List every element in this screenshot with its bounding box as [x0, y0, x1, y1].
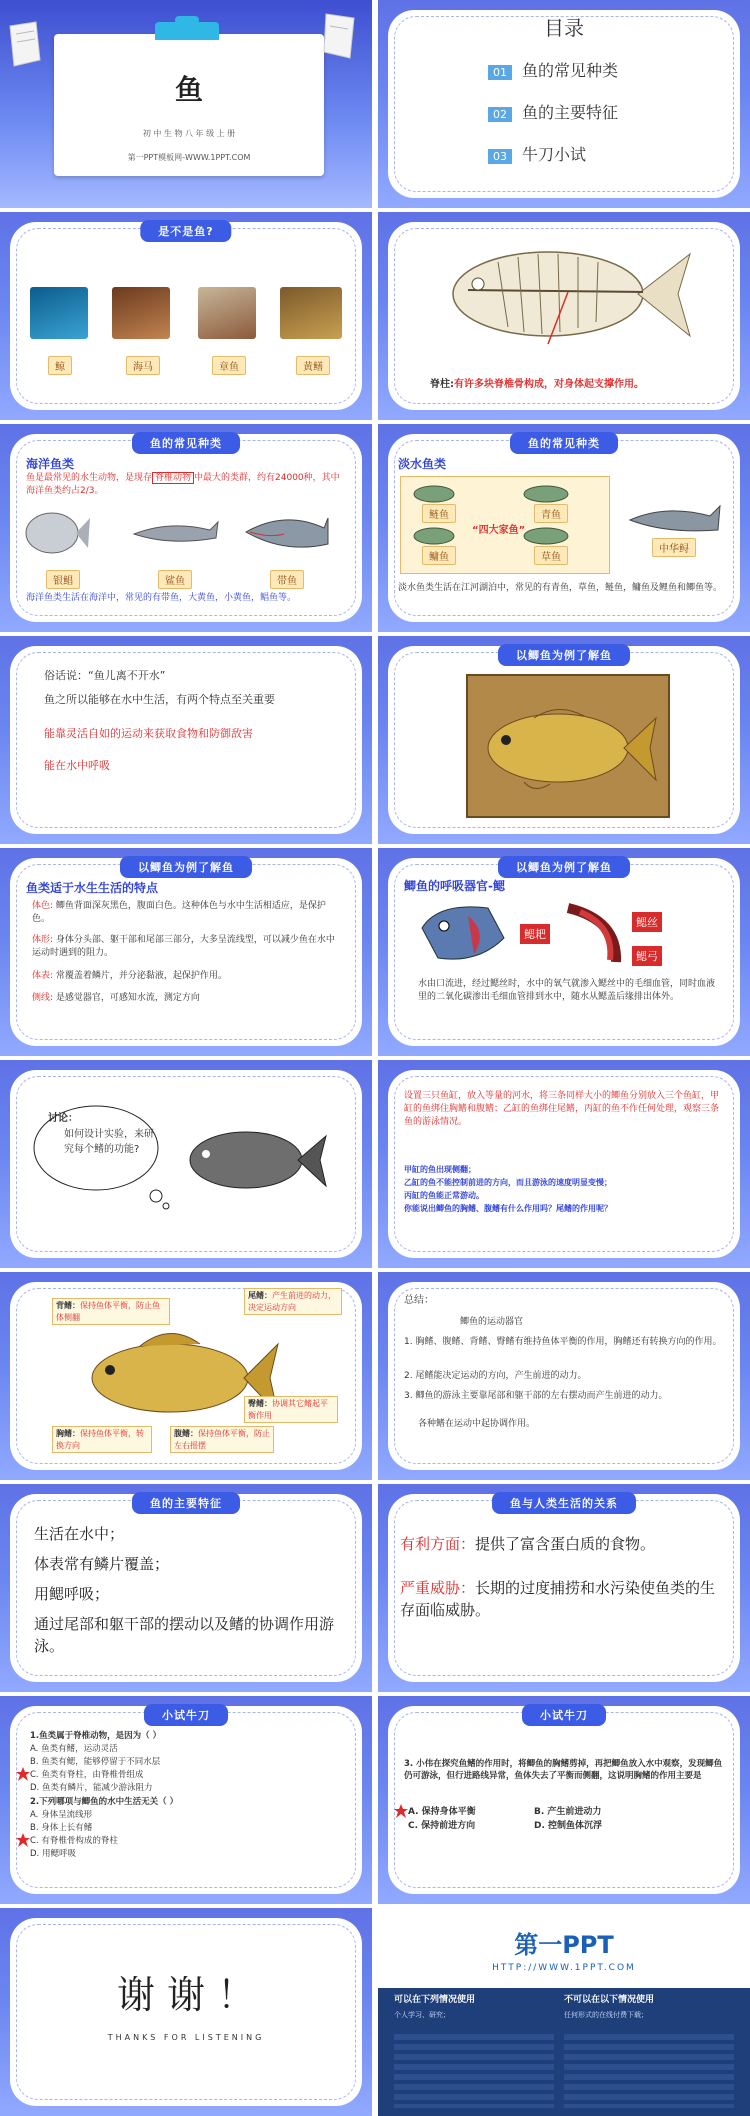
spine-desc: 有许多块脊椎骨构成，对身体起支撑作用。: [454, 379, 644, 390]
ad-right-note: 任何形式的在线付费下载；: [564, 2011, 648, 2019]
feature-item: 用鳃呼吸；: [34, 1585, 110, 1603]
slide-ad[interactable]: [378, 1908, 750, 2116]
toc-label: 鱼的主要特征: [522, 103, 619, 122]
ad-url[interactable]: HTTP://WWW.1PPT.COM: [492, 1963, 636, 1973]
eel-photo: [280, 287, 342, 339]
experiment-intro: 设置三只鱼缸，放入等量的河水，将三条同样大小的鲫鱼分别放入三个鱼缸，甲缸的鱼绑住胸鳍和腹鳍；乙缸的鱼绑住尾鳍，丙缸的鱼不作任何处理，观察三条鱼的游泳情况。: [404, 1091, 720, 1128]
marine-footer: 海洋鱼类生活在海洋中，常见的有带鱼，大黄鱼，小黄鱼，鲳鱼等。: [26, 593, 297, 603]
quiz-option[interactable]: A. 身体呈流线形: [30, 1810, 93, 1820]
cover-subtitle: 初 中 生 物 八 年 级 上 册: [142, 129, 236, 138]
ad-left-title: 可以在下列情况使用: [394, 1995, 476, 2005]
row-value: 身体分头部、躯干部和尾部三部分，大多呈流线型，可以减少鱼在水中运动时遇到的阻力。: [32, 935, 335, 959]
slide-pill: 鱼的主要特征: [132, 1492, 240, 1514]
slide-adapt[interactable]: [0, 848, 372, 1056]
toc-num: 01: [488, 65, 512, 80]
summary-title: 总结：: [404, 1295, 434, 1306]
fish-label: 鲢鱼: [422, 504, 456, 523]
quiz-option[interactable]: D. 控制鱼体沉浮: [534, 1821, 603, 1831]
feature-item: 体表常有鳞片覆盖；: [34, 1555, 170, 1573]
slide-summary[interactable]: [378, 1272, 750, 1480]
row-value: 是感觉器官，可感知水流，测定方向: [55, 993, 200, 1003]
shark-illustration: [130, 516, 220, 552]
saying-line: 鱼之所以能够在水中生活，有两个特点至关重要: [44, 693, 275, 706]
summary-item: 3. 鲫鱼的游泳主要靠尾部和躯干部的左右摆动而产生前进的动力。: [404, 1391, 668, 1401]
section-heading: 鱼类适于水生生活的特点: [26, 881, 159, 895]
slide-freshwater[interactable]: [378, 424, 750, 632]
adapt-row: [32, 934, 342, 960]
cover-source: 第一PPT模板网-WWW.1PPT.COM: [127, 153, 251, 162]
ad-logo: 第一PPT: [514, 1931, 614, 1959]
slide-card: [388, 1706, 740, 1894]
quiz-line: 2.下列哪项与鲫鱼的水中生活无关（ ）: [30, 1797, 179, 1807]
fish-label: 银鲳: [46, 570, 80, 589]
fin-role: 保持鱼体平衡，防止左右摇摆: [174, 1429, 270, 1450]
fish-label: 黄鳝: [296, 356, 330, 375]
slide-pill: 鱼的常见种类: [132, 432, 240, 454]
fish-label: 鳙鱼: [422, 546, 456, 565]
gill-label: 鳃弓: [632, 946, 662, 966]
cover-title: 鱼: [174, 73, 203, 106]
fin-label: [52, 1298, 170, 1325]
slide-cover[interactable]: [0, 0, 372, 208]
experiment-line: 你能说出鲫鱼的胸鳍、腹鳍有什么作用吗？尾鳍的作用呢？: [404, 1204, 612, 1213]
fin-name: 臀鳍：: [248, 1399, 272, 1408]
fish-label: 青鱼: [534, 504, 568, 523]
toc-title: 目录: [544, 16, 584, 40]
slide-pill: 以鲫鱼为例了解鱼: [498, 644, 630, 666]
adapt-row: [32, 970, 342, 983]
slide-fins[interactable]: [0, 1272, 372, 1480]
marine-intro: [26, 472, 346, 498]
octopus-photo: [198, 287, 256, 339]
saying-point: 能在水中呼吸: [44, 759, 110, 772]
quiz-question: 3. 小伟在探究鱼鳍的作用时，将鲫鱼的胸鳍剪掉，再把鲫鱼放入水中观察，发现鲫鱼仍可游泳，但行进路线异常，鱼体失去了平衡而侧翻，这说明胸鳍的作用主要是: [404, 1759, 723, 1782]
seahorse-photo: [112, 287, 170, 339]
quiz-option[interactable]: B. 身体上长有鳍: [30, 1823, 93, 1833]
experiment-line: 乙缸的鱼不能控制前进的方向，而且游泳的速度明显变慢；: [404, 1178, 612, 1187]
slide-marine[interactable]: [0, 424, 372, 632]
gill-label: 鳃丝: [632, 912, 662, 932]
row-key: 体表:: [32, 971, 54, 981]
slide-pill: 鱼与人类生活的关系: [492, 1492, 636, 1514]
toc-num: 02: [488, 107, 512, 122]
adapt-row: [32, 992, 342, 1005]
relation-key: 严重威胁：: [400, 1579, 476, 1597]
fish-label: 鲨鱼: [158, 570, 192, 589]
slide-pill: 鱼的常见种类: [510, 432, 618, 454]
saying-line: 俗话说：“鱼儿离不开水”: [44, 669, 166, 682]
fin-name: 胸鳍：: [56, 1429, 80, 1438]
gill-text: 水由口流进，经过鳃丝时，水中的氧气就渗入鳃丝中的毛细血管，同时血液里的二氧化碳渗出毛细血管排到水中，随水从鳃盖后缘排出体外。: [418, 979, 716, 1003]
fin-name: 腹鳍：: [174, 1429, 198, 1438]
section-heading: 海洋鱼类: [26, 457, 75, 471]
quiz-option[interactable]: D. 用鳃呼吸: [30, 1849, 76, 1859]
discuss-label: 讨论：: [48, 1113, 78, 1124]
answer-star-icon: [394, 1804, 408, 1818]
crucian-illustration: [180, 1120, 330, 1200]
thanks-sub: THANKS FOR LISTENING: [107, 2033, 265, 2042]
intro-text: 中最大的类群，约有24000种，其中海洋鱼类约占2/3。: [26, 473, 340, 497]
fin-label: [244, 1396, 338, 1423]
fin-label: [244, 1288, 342, 1315]
quiz-option[interactable]: A. 鱼类有鳍，运动灵活: [30, 1744, 118, 1754]
feature-item: 通过尾部和躯干部的摆动以及鳍的协调作用游泳。: [34, 1615, 335, 1655]
quiz-option[interactable]: A. 保持身体平衡: [408, 1807, 476, 1817]
experiment-line: 甲缸的鱼出现侧翻；: [404, 1165, 476, 1174]
saying-point: 能靠灵活自如的运动来获取食物和防御敌害: [44, 727, 253, 740]
fish-label: 中华鲟: [652, 538, 696, 557]
sturgeon-illustration: [626, 502, 722, 536]
thanks-title: 谢 谢 ！: [116, 1973, 256, 2017]
fish-label: 草鱼: [534, 546, 568, 565]
skeleton-label: [430, 378, 644, 393]
slide-experiment[interactable]: [378, 1060, 750, 1268]
summary-sub: 鲫鱼的运动器官: [460, 1317, 524, 1327]
freshwater-desc: 淡水鱼类生活在江河湖泊中，常见的有青鱼，草鱼，鲢鱼，鳙鱼及鲤鱼和鲫鱼等。: [398, 583, 723, 593]
slide-pill: 小试牛刀: [522, 1704, 606, 1726]
fin-role: 保持鱼体平衡，防止鱼体侧翻: [56, 1301, 160, 1322]
quiz-option[interactable]: B. 产生前进动力: [534, 1807, 602, 1817]
toc-label: 鱼的常见种类: [522, 61, 619, 80]
adapt-row: [32, 900, 342, 926]
fin-label: [170, 1426, 274, 1453]
slide-thanks[interactable]: [0, 1908, 372, 2116]
whale-photo: [30, 287, 88, 339]
ad-right-title: 不可以在以下情况使用: [564, 1995, 655, 2005]
paper-icon: [6, 20, 46, 70]
slide-quiz-2[interactable]: [378, 1696, 750, 1904]
slide-toc[interactable]: [378, 0, 750, 208]
relation-value: 长期的过度捕捞和水污染使鱼类的生存面临威胁。: [400, 1579, 716, 1619]
quiz-option[interactable]: B. 鱼类有鳃，能够停留于不同水层: [30, 1757, 161, 1767]
fin-role: 产生前进的动力，决定运动方向: [248, 1291, 336, 1312]
answer-star-icon: [16, 1833, 30, 1847]
fish-label: 带鱼: [270, 570, 304, 589]
intro-keyword: 脊椎动物: [152, 472, 194, 484]
paper-icon: [320, 10, 362, 64]
slide-is-fish[interactable]: [0, 212, 372, 420]
toc-item[interactable]: [488, 142, 586, 165]
slide-pill: 以鲫鱼为例了解鱼: [120, 856, 252, 878]
ad-left-note: 个人学习、研究；: [394, 2011, 450, 2019]
summary-end: 各种鳍在运动中起协调作用。: [418, 1419, 536, 1429]
four-fish-caption: “四大家鱼”: [472, 525, 526, 536]
slide-gills[interactable]: [378, 848, 750, 1056]
slide-skeleton[interactable]: [378, 212, 750, 420]
row-value: 鲫鱼背面深灰黑色，腹面白色。这种体色与水中生活相适应，是保护色。: [32, 901, 326, 925]
slide-crucian-diagram[interactable]: [378, 636, 750, 844]
slide-quiz-1[interactable]: [0, 1696, 372, 1904]
slide-relation[interactable]: [378, 1484, 750, 1692]
experiment-line: 丙缸的鱼能正常游动。: [404, 1191, 484, 1200]
fin-name: 尾鳍：: [248, 1291, 272, 1300]
intro-text: 鱼是最常见的水生动物，是现存: [26, 473, 153, 483]
answer-star-icon: [16, 1767, 30, 1781]
slide-discuss[interactable]: [0, 1060, 372, 1268]
fish-head-illustration: [418, 898, 508, 968]
slide-features[interactable]: [0, 1484, 372, 1692]
clip-base: [155, 22, 219, 40]
crucian-illustration: [474, 692, 658, 802]
relation-benefit: [400, 1534, 728, 1556]
slide-saying[interactable]: [0, 636, 372, 844]
row-key: 体色:: [32, 901, 54, 911]
gill-arch-illustration: [558, 900, 628, 970]
slide-pill: 是不是鱼?: [140, 220, 231, 242]
spine-term: 脊柱:: [430, 379, 454, 390]
row-key: 体形:: [32, 935, 54, 945]
feature-item: 生活在水中；: [34, 1525, 125, 1543]
quiz-option[interactable]: C. 有脊椎骨构成的脊柱: [30, 1836, 118, 1846]
toc-label: 牛刀小试: [522, 145, 587, 164]
toc-num: 03: [488, 149, 512, 164]
section-heading: 淡水鱼类: [398, 457, 447, 471]
ribbonfish-illustration: [240, 504, 330, 560]
discuss-text: 如何设计实验，来研究每个鳍的功能?: [64, 1129, 154, 1155]
fish-label: 鲸: [48, 356, 72, 375]
relation-key: 有利方面：: [400, 1535, 476, 1553]
relation-value: 提供了富含蛋白质的食物。: [475, 1535, 656, 1553]
quiz-option[interactable]: C. 保持前进方向: [408, 1821, 476, 1831]
quiz-line: 1.鱼类属于脊椎动物，是因为（ ）: [30, 1731, 162, 1741]
ad-link-list: [394, 2034, 554, 2108]
slide-pill: 小试牛刀: [144, 1704, 228, 1726]
fin-role: 保持鱼体平衡，转换方向: [56, 1429, 144, 1450]
toc-item[interactable]: [488, 58, 618, 81]
fin-name: 背鳍：: [56, 1301, 80, 1310]
row-value: 常覆盖着鳞片，并分泌黏液，起保护作用。: [55, 971, 227, 981]
relation-threat: [400, 1578, 728, 1622]
quiz-option[interactable]: D. 鱼类有鳞片，能减少游泳阻力: [30, 1783, 153, 1793]
fin-label: [52, 1426, 152, 1453]
ad-link-list: [564, 2034, 734, 2108]
fish-label: 海马: [126, 356, 160, 375]
fish-skeleton-illustration: [428, 232, 698, 362]
summary-item: 1. 胸鳍、腹鳍、背鳍、臀鳍有维持鱼体平衡的作用，胸鳍还有转换方向的作用。: [404, 1337, 722, 1347]
quiz-option[interactable]: C. 鱼类有脊柱，由脊椎骨组成: [30, 1770, 144, 1780]
summary-item: 2. 尾鳍能决定运动的方向，产生前进的动力。: [404, 1371, 587, 1381]
fin-role: 协调其它鳍起平衡作用: [248, 1399, 328, 1420]
toc-item[interactable]: [488, 100, 618, 123]
section-heading: 鲫鱼的呼吸器官-鳃: [404, 879, 505, 893]
slide-pill: 以鲫鱼为例了解鱼: [498, 856, 630, 878]
gill-label: 鳃耙: [520, 924, 550, 944]
row-key: 侧线:: [32, 993, 54, 1003]
fish-label: 章鱼: [212, 356, 246, 375]
pomfret-illustration: [22, 508, 92, 558]
